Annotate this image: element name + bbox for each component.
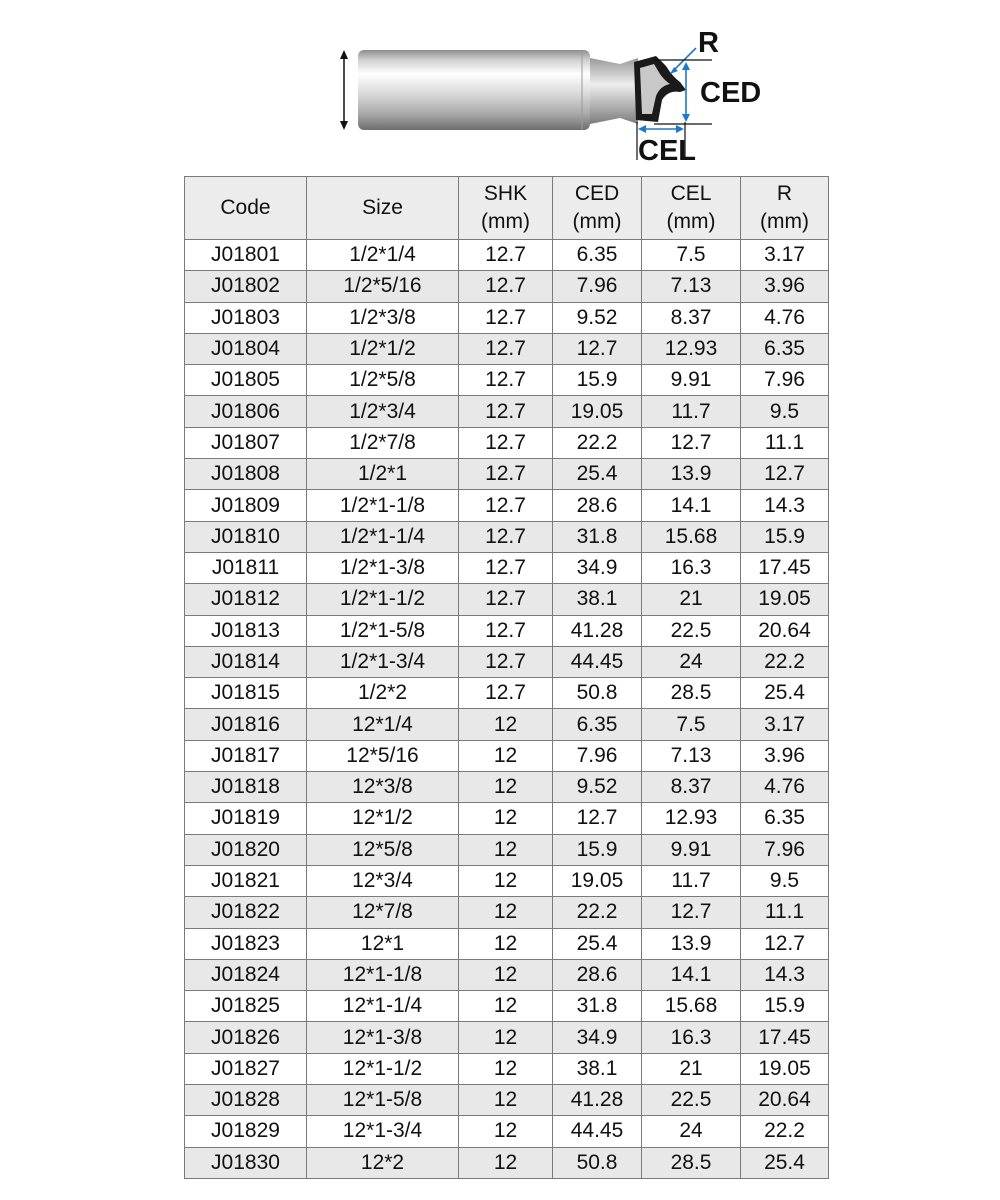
cell-cel: 15.68 [642,991,741,1022]
cell-ced: 38.1 [553,1053,642,1084]
cell-cel: 12.7 [642,897,741,928]
table-row [185,615,829,646]
table-row [185,459,829,490]
label-r: R [698,28,719,59]
cell-cel: 22.5 [642,1085,741,1116]
cell-shk: 12.7 [459,490,553,521]
cell-r: 11.1 [741,427,829,458]
table-row [185,865,829,896]
cell-r: 19.05 [741,1053,829,1084]
table-row [185,991,829,1022]
cell-ced: 38.1 [553,584,642,615]
label-cel: CEL [638,135,696,167]
cell-r: 11.1 [741,897,829,928]
cell-ced: 6.35 [553,709,642,740]
cell-cel: 13.9 [642,459,741,490]
cell-code: J01814 [185,646,307,677]
cell-size: 1/2*2 [307,678,459,709]
cell-code: J01817 [185,740,307,771]
cell-code: J01805 [185,365,307,396]
cell-ced: 41.28 [553,1085,642,1116]
bit-body [590,58,638,124]
table-row [185,772,829,803]
label-ced: CED [700,77,762,109]
table-row [185,271,829,302]
cell-code: J01811 [185,552,307,583]
cell-shk: 12.7 [459,615,553,646]
cell-code: J01802 [185,271,307,302]
cell-ced: 19.05 [553,865,642,896]
cell-ced: 9.52 [553,302,642,333]
table-row [185,678,829,709]
cell-shk: 12 [459,1053,553,1084]
cell-size: 12*7/8 [307,897,459,928]
cell-size: 12*1 [307,928,459,959]
table-row [185,834,829,865]
cell-ced: 12.7 [553,803,642,834]
cell-r: 25.4 [741,1147,829,1178]
table-row [185,897,829,928]
cell-size: 1/2*5/16 [307,271,459,302]
table-row [185,490,829,521]
cell-ced: 41.28 [553,615,642,646]
cell-shk: 12 [459,865,553,896]
cell-r: 14.3 [741,490,829,521]
table-row [185,521,829,552]
table-row [185,584,829,615]
cell-cel: 16.3 [642,1022,741,1053]
cell-cel: 9.91 [642,834,741,865]
cell-shk: 12 [459,959,553,990]
cell-r: 3.17 [741,709,829,740]
cell-shk: 12.7 [459,271,553,302]
cell-ced: 22.2 [553,897,642,928]
cell-cel: 21 [642,584,741,615]
cell-shk: 12 [459,772,553,803]
cell-code: J01824 [185,959,307,990]
cell-size: 12*5/8 [307,834,459,865]
cell-shk: 12.7 [459,333,553,364]
cell-code: J01819 [185,803,307,834]
r-dimension [670,28,719,74]
cell-size: 1/2*1-3/8 [307,552,459,583]
table-row [185,365,829,396]
cell-shk: 12 [459,928,553,959]
table-row [185,1022,829,1053]
cell-r: 4.76 [741,772,829,803]
cell-size: 1/2*3/4 [307,396,459,427]
table-row [185,396,829,427]
cell-code: J01806 [185,396,307,427]
cell-size: 1/2*1 [307,459,459,490]
cell-shk: 12.7 [459,459,553,490]
cell-size: 1/2*3/8 [307,302,459,333]
cell-code: J01812 [185,584,307,615]
cell-code: J01815 [185,678,307,709]
cell-cel: 7.13 [642,740,741,771]
cell-size: 12*1/2 [307,803,459,834]
cell-cel: 7.5 [642,240,741,271]
cell-ced: 12.7 [553,333,642,364]
cell-r: 12.7 [741,459,829,490]
cell-ced: 25.4 [553,928,642,959]
cell-r: 17.45 [741,552,829,583]
shank [358,50,590,130]
cell-cel: 21 [642,1053,741,1084]
header-r: R (mm) [741,177,829,240]
cell-shk: 12.7 [459,302,553,333]
cell-cel: 28.5 [642,678,741,709]
cell-shk: 12 [459,1116,553,1147]
table-row [185,928,829,959]
cell-cel: 24 [642,1116,741,1147]
table-row [185,240,829,271]
header-ced: CED (mm) [553,177,642,240]
cell-shk: 12 [459,991,553,1022]
cell-shk: 12 [459,740,553,771]
cell-ced: 44.45 [553,646,642,677]
cell-cel: 12.7 [642,427,741,458]
cell-cel: 22.5 [642,615,741,646]
cell-shk: 12.7 [459,646,553,677]
cell-shk: 12 [459,1085,553,1116]
cell-cel: 9.91 [642,365,741,396]
cell-code: J01829 [185,1116,307,1147]
table-row [185,1116,829,1147]
cell-code: J01808 [185,459,307,490]
cell-r: 17.45 [741,1022,829,1053]
cell-code: J01809 [185,490,307,521]
cell-size: 1/2*1-3/4 [307,646,459,677]
table-body [185,240,829,1179]
cell-size: 1/2*1-5/8 [307,615,459,646]
cell-shk: 12.7 [459,678,553,709]
table-row [185,1147,829,1178]
cell-r: 12.7 [741,928,829,959]
cell-r: 15.9 [741,521,829,552]
cell-ced: 15.9 [553,365,642,396]
cell-ced: 50.8 [553,1147,642,1178]
cell-ced: 6.35 [553,240,642,271]
cell-r: 9.5 [741,865,829,896]
cell-shk: 12.7 [459,365,553,396]
router-bit-diagram [320,28,780,168]
cell-size: 1/2*5/8 [307,365,459,396]
cell-code: J01825 [185,991,307,1022]
cell-code: J01827 [185,1053,307,1084]
cell-code: J01801 [185,240,307,271]
header-shk: SHK (mm) [459,177,553,240]
cell-shk: 12.7 [459,521,553,552]
cell-cel: 13.9 [642,928,741,959]
cell-code: J01813 [185,615,307,646]
cell-cel: 15.68 [642,521,741,552]
header-code: Code [185,177,307,240]
cell-size: 12*1-1/2 [307,1053,459,1084]
cell-cel: 12.93 [642,803,741,834]
cell-cel: 7.5 [642,709,741,740]
cell-ced: 34.9 [553,1022,642,1053]
cell-cel: 14.1 [642,959,741,990]
cell-code: J01810 [185,521,307,552]
table-header-row [185,177,829,240]
table-row [185,1085,829,1116]
cell-size: 1/2*1/2 [307,333,459,364]
cell-ced: 7.96 [553,271,642,302]
table-row [185,552,829,583]
cell-code: J01820 [185,834,307,865]
cell-r: 22.2 [741,1116,829,1147]
table-row [185,333,829,364]
cell-size: 1/2*1-1/8 [307,490,459,521]
cell-cel: 12.93 [642,333,741,364]
cell-code: J01830 [185,1147,307,1178]
cell-shk: 12 [459,834,553,865]
cell-code: J01826 [185,1022,307,1053]
cell-shk: 12.7 [459,427,553,458]
cell-shk: 12.7 [459,584,553,615]
cell-cel: 28.5 [642,1147,741,1178]
cell-r: 25.4 [741,678,829,709]
cell-size: 12*1-3/4 [307,1116,459,1147]
cell-size: 1/2*1/4 [307,240,459,271]
cell-ced: 9.52 [553,772,642,803]
cell-cel: 11.7 [642,396,741,427]
cell-ced: 44.45 [553,1116,642,1147]
cell-r: 7.96 [741,834,829,865]
cell-size: 12*3/4 [307,865,459,896]
cell-code: J01804 [185,333,307,364]
cell-r: 9.5 [741,396,829,427]
table-row [185,427,829,458]
cell-cel: 8.37 [642,772,741,803]
cell-r: 3.17 [741,240,829,271]
table-row [185,740,829,771]
cell-cel: 11.7 [642,865,741,896]
cell-ced: 31.8 [553,991,642,1022]
cell-size: 12*1-1/4 [307,991,459,1022]
cell-ced: 19.05 [553,396,642,427]
table-row [185,1053,829,1084]
cell-ced: 34.9 [553,552,642,583]
cell-code: J01803 [185,302,307,333]
cell-code: J01816 [185,709,307,740]
cell-r: 3.96 [741,271,829,302]
cell-r: 6.35 [741,803,829,834]
cell-ced: 25.4 [553,459,642,490]
cell-r: 3.96 [741,740,829,771]
cell-r: 6.35 [741,333,829,364]
cell-shk: 12 [459,803,553,834]
cell-size: 1/2*1-1/4 [307,521,459,552]
cell-size: 12*1-1/8 [307,959,459,990]
cell-shk: 12 [459,897,553,928]
cell-shk: 12 [459,1022,553,1053]
cell-size: 12*1-3/8 [307,1022,459,1053]
cell-code: J01822 [185,897,307,928]
table-row [185,302,829,333]
cell-code: J01821 [185,865,307,896]
cell-size: 12*1-5/8 [307,1085,459,1116]
cell-r: 15.9 [741,991,829,1022]
header-size: Size [307,177,459,240]
cell-ced: 15.9 [553,834,642,865]
cell-size: 1/2*7/8 [307,427,459,458]
cell-ced: 50.8 [553,678,642,709]
cell-code: J01823 [185,928,307,959]
shank-height-arrow [340,50,348,130]
cell-r: 14.3 [741,959,829,990]
cell-r: 20.64 [741,1085,829,1116]
cell-r: 22.2 [741,646,829,677]
table-row [185,709,829,740]
cell-ced: 28.6 [553,959,642,990]
cell-size: 12*5/16 [307,740,459,771]
cell-ced: 28.6 [553,490,642,521]
cell-ced: 7.96 [553,740,642,771]
cell-code: J01818 [185,772,307,803]
table-row [185,646,829,677]
cell-ced: 31.8 [553,521,642,552]
cell-size: 12*2 [307,1147,459,1178]
cell-cel: 7.13 [642,271,741,302]
table-row [185,959,829,990]
cell-r: 7.96 [741,365,829,396]
cell-cel: 8.37 [642,302,741,333]
cell-code: J01807 [185,427,307,458]
cell-r: 4.76 [741,302,829,333]
cell-ced: 22.2 [553,427,642,458]
cell-size: 12*1/4 [307,709,459,740]
cell-r: 20.64 [741,615,829,646]
cel-dimension [637,122,696,167]
cell-code: J01828 [185,1085,307,1116]
spec-table [184,176,829,1179]
cell-shk: 12.7 [459,552,553,583]
cell-size: 12*3/8 [307,772,459,803]
cell-shk: 12.7 [459,240,553,271]
cell-size: 1/2*1-1/2 [307,584,459,615]
cell-shk: 12 [459,709,553,740]
cell-cel: 14.1 [642,490,741,521]
cell-r: 19.05 [741,584,829,615]
cell-shk: 12 [459,1147,553,1178]
table-row [185,803,829,834]
cell-shk: 12.7 [459,396,553,427]
cell-cel: 16.3 [642,552,741,583]
header-cel: CEL (mm) [642,177,741,240]
cell-cel: 24 [642,646,741,677]
